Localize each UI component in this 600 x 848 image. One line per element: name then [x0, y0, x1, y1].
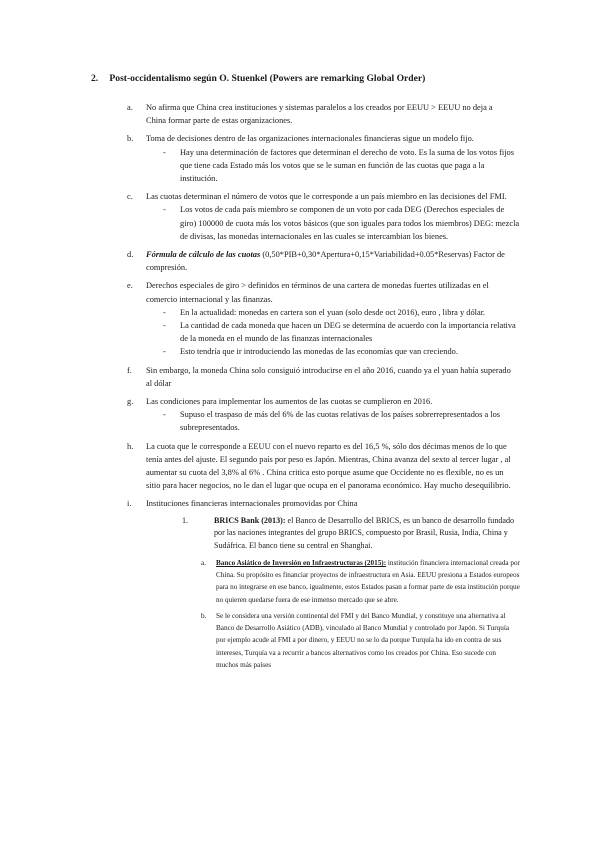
dash-marker: - — [163, 147, 166, 157]
formula-title: Fórmula de cálculo de las cuotas — [146, 250, 261, 260]
item-marker: g. — [127, 397, 134, 407]
sub-bullet — [0, 408, 600, 434]
section-heading — [91, 73, 425, 84]
item-text — [146, 248, 514, 274]
list-item-h — [0, 440, 600, 493]
item-marker: 1. — [182, 515, 189, 525]
item-text: La cuota que le corresponde a EEUU con el nuevo reparto es del 16,5 %, sólo dos décimas menos de lo que tenía antes del ajuste. El segundo país por peso es Japón. Mientras, China avanza del sexto al tercer lugar , al aumentar su cuota del 3,8% al 6% . China critica esto porque asume que Occidente no es flexible, no es un sitio para hacer negocios, no le dan el lugar que ocupa en el panorama económico. Hay mucho desequilibrio. — [146, 441, 511, 491]
item-marker: b. — [201, 611, 207, 620]
section-number: 2. — [91, 73, 99, 84]
list-item-i — [0, 497, 600, 670]
dash-marker: - — [163, 410, 166, 420]
list-item-d — [0, 248, 600, 274]
aiib-title: Banco Asiático de Inversión en Infraestructuras (2015): — [216, 559, 387, 568]
sub-bullet-text: La cantidad de cada moneda que hacen un DEG se determina de acuerdo con la importancia relativa de la moneda en el mundo de las finanzas internacionales — [180, 321, 516, 344]
sub-bullet-text: Esto tendría que ir introduciendo las monedas de las economías que van creciendo. — [180, 347, 458, 357]
sub-bullet — [0, 203, 600, 243]
sub-bullet — [0, 306, 600, 319]
main-list — [0, 101, 600, 676]
dash-marker: - — [163, 307, 166, 317]
item-text: Las cuotas determinan el número de votos que le corresponde a un país miembro en las decisiones del FMI. — [146, 192, 507, 202]
item-marker: a. — [201, 559, 206, 568]
item-marker: e. — [127, 281, 133, 291]
brics-title: BRICS Bank (2013): — [214, 515, 286, 525]
sub-bullet-text: Hay una determinación de factores que determinan el derecho de voto. Es la suma de los votos fijos que tiene cada Estado más los votos que se le suman en función de las cuotas que paga a la institución. — [180, 147, 514, 184]
list-item-f — [0, 364, 600, 390]
item-marker: c. — [127, 192, 133, 202]
section-title: Post-occidentalismo según O. Stuenkel (Powers are remarking Global Order) — [109, 73, 426, 84]
item-text: Las condiciones para implementar los aumentos de las cuotas se cumplieron en 2016. — [146, 397, 433, 407]
sub-bullet — [0, 319, 600, 345]
list-item-a — [0, 101, 600, 127]
formula-text: (0,50*PIB+0,30*Apertura+0,15*Variabilidad+0.05*Reservas) Factor de compresión. — [146, 250, 505, 273]
list-item-g — [0, 395, 600, 435]
list-item-b — [0, 132, 600, 185]
item-marker: d. — [127, 250, 134, 260]
item-text: Instituciones financieras internacionales promovidas por China — [146, 499, 358, 509]
brics-text — [214, 515, 520, 553]
aiib-text — [216, 557, 520, 606]
aiib-body: institución financiera internacional creada por China. Su propósito es financiar proyectos de infraestructura en Asia. EEUU presiona a Estados europeos para no integrarse en ese banco, igualmente, estos Estados pasan a formar parte de esta institución porque no quieren quedarse fuera de ese inmenso mercado que se abre. — [216, 559, 520, 604]
dash-marker: - — [163, 321, 166, 331]
dash-marker: - — [163, 347, 166, 357]
item-text: Toma de decisiones dentro de las organizaciones internacionales financieras sigue un modelo fijo. — [146, 134, 474, 144]
item-marker: a. — [127, 103, 133, 112]
brics-item — [0, 515, 600, 553]
sub-bullet-text: En la actualidad: monedas en cartera son el yuan (solo desde oct 2016), euro , libra y dólar. — [180, 307, 486, 317]
sub-bullet-text: Supuso el traspaso de más del 6% de las cuotas relativas de los países sobrerrepresentados a los subrepresentados. — [180, 410, 501, 433]
list-item-c — [0, 190, 600, 243]
item-marker: i. — [127, 499, 132, 509]
sub-bullet-text: Los votos de cada país miembro se componen de un voto por cada DEG (Derechos especiales de giro) 100000 de cuota más los votos básicos (que son iguales para todos los miembros) DEG: mezcla de divisas, las monedas internacionales en las cuales se intercambian los bienes. — [180, 205, 520, 241]
sub-bullet — [0, 345, 600, 358]
dash-marker: - — [163, 205, 166, 215]
item-text: Derechos especiales de giro > definidos en términos de una cartera de monedas fuertes utilizadas en el comercio internacional y las finanzas. — [146, 281, 489, 304]
item-marker: b. — [127, 134, 134, 144]
aiib-detail-item — [0, 610, 600, 671]
aiib-detail-text: Se le considera una versión continental del FMI y del Banco Mundial, y constituye una alternativa al Banco de Desarrollo Asiático (ADB), vinculado al Banco Mundial y controlado por Japón. Si Turquía por ejemplo acude al FMI a por dinero, y EEUU no se lo da porque Turquía ha ido en contra de sus intereses, Turquía va a recurrir a bancos alternativos como los creados por China. Eso sucede con muchos más países — [216, 611, 510, 669]
item-text: No afirma que China crea instituciones y sistemas paralelos a los creados por EEUU > EEUU no deja a China formar parte de estas organizaciones. — [146, 103, 493, 126]
brics-body: el Banco de Desarrollo del BRICS, es un banco de desarrollo fundado por las naciones integrantes del grupo BRICS, compuesto por Brasil, Rusia, India, China y Sudáfrica. El banco tiene su central en Shanghai. — [214, 515, 515, 551]
list-item-e — [0, 279, 600, 358]
sub-bullet — [0, 146, 600, 186]
item-marker: h. — [127, 441, 134, 451]
aiib-item — [0, 557, 600, 606]
item-marker: f. — [127, 365, 132, 375]
item-text: Sin embargo, la moneda China solo consiguió introducirse en el año 2016, cuando ya el yuan había superado al dólar — [146, 365, 511, 388]
